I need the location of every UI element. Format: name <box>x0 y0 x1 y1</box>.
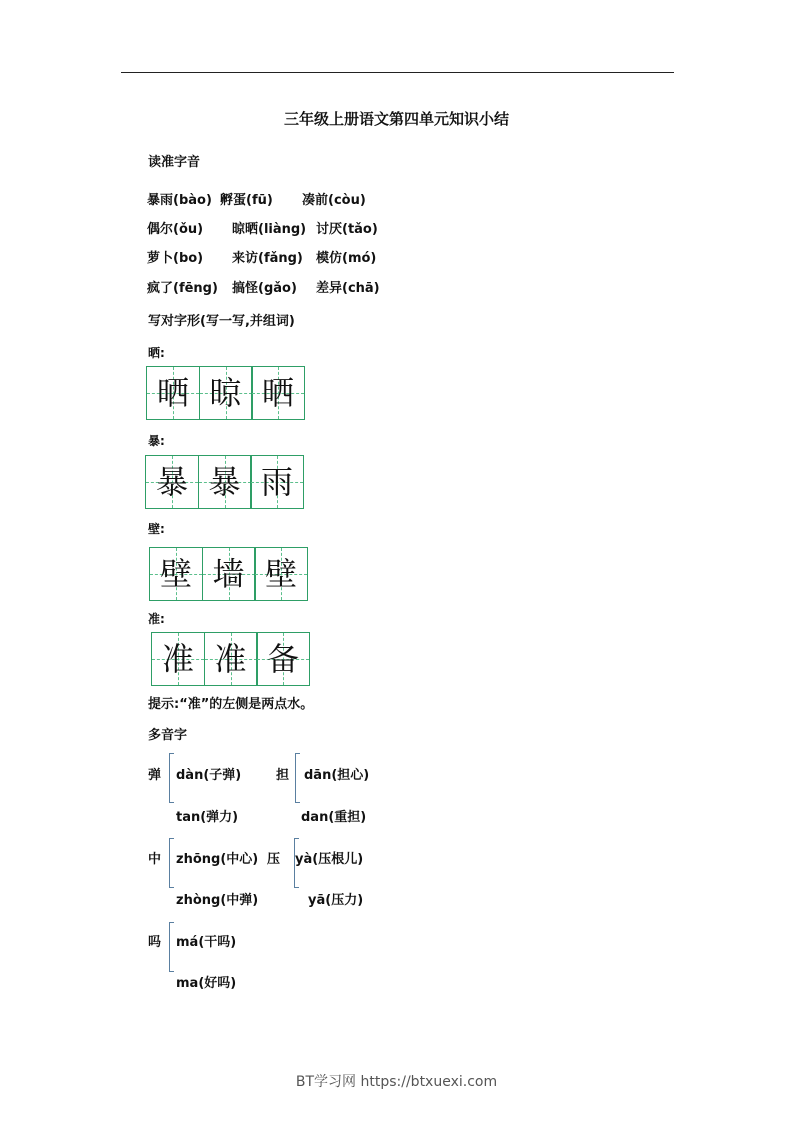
polyphone-char: 压 <box>267 852 281 867</box>
brace <box>169 753 174 803</box>
grid-cell: 壁 <box>149 547 203 601</box>
char-group-label: 暴: <box>148 434 165 448</box>
grid-cell: 暴 <box>198 455 252 509</box>
grid-cell: 雨 <box>250 455 304 509</box>
grid-cell: 暴 <box>145 455 199 509</box>
word-item: 疯了(fēng) <box>147 281 218 296</box>
section-heading-polyphones: 多音字 <box>148 728 188 743</box>
word-item: 讨厌(tǎo) <box>316 222 378 237</box>
word-item: 凑前(còu) <box>302 193 366 208</box>
tianzige-grid <box>149 547 307 601</box>
section-heading-writing: 写对字形(写一写,并组词) <box>148 314 295 329</box>
word-item: 偶尔(ǒu) <box>147 222 204 237</box>
reading-bottom: dan(重担) <box>301 810 367 825</box>
tianzige-grid <box>146 366 304 420</box>
reading-top: má(干吗) <box>176 935 237 950</box>
reading-bottom: yā(压力) <box>308 893 364 908</box>
tianzige-grid <box>151 632 309 686</box>
brace <box>169 922 174 972</box>
grid-cell: 壁 <box>254 547 308 601</box>
header-rule <box>121 72 674 73</box>
grid-cell: 备 <box>256 632 310 686</box>
page-title: 三年级上册语文第四单元知识小结 <box>283 110 509 128</box>
grid-cell: 准 <box>151 632 205 686</box>
reading-top: yà(压根儿) <box>295 852 364 867</box>
grid-cell: 晒 <box>146 366 200 420</box>
brace <box>169 838 174 888</box>
reading-bottom: ma(好吗) <box>176 976 237 991</box>
reading-bottom: zhòng(中弹) <box>176 893 259 908</box>
footer-watermark: BT学习网 https://btxuexi.com <box>295 1074 498 1090</box>
reading-top: dàn(子弹) <box>176 768 242 783</box>
brace <box>295 753 300 803</box>
word-item: 萝卜(bo) <box>147 251 204 266</box>
polyphone-char: 担 <box>276 768 290 783</box>
word-item: 孵蛋(fū) <box>220 193 273 208</box>
word-item: 搞怪(gǎo) <box>232 281 297 296</box>
tianzige-grid <box>145 455 303 509</box>
grid-cell: 晾 <box>199 366 253 420</box>
polyphone-char: 弹 <box>148 768 162 783</box>
grid-cell: 晒 <box>251 366 305 420</box>
word-item: 差异(chā) <box>316 281 380 296</box>
word-item: 模仿(mó) <box>316 251 377 266</box>
polyphone-char: 吗 <box>148 935 162 950</box>
section-heading-pronunciation: 读准字音 <box>148 155 201 170</box>
word-item: 暴雨(bào) <box>147 193 212 208</box>
reading-top: dān(担心) <box>304 768 370 783</box>
grid-cell: 准 <box>204 632 258 686</box>
word-item: 来访(fǎng) <box>232 251 303 266</box>
char-group-label: 壁: <box>148 522 165 536</box>
reading-top: zhōng(中心) <box>176 852 259 867</box>
char-group-label: 晒: <box>148 346 165 360</box>
reading-bottom: tan(弹力) <box>176 810 239 825</box>
tip-text: 提示:“准”的左侧是两点水。 <box>148 697 314 712</box>
word-item: 晾晒(liàng) <box>232 222 307 237</box>
polyphone-char: 中 <box>148 852 162 867</box>
grid-cell: 墙 <box>202 547 256 601</box>
char-group-label: 准: <box>148 612 165 626</box>
